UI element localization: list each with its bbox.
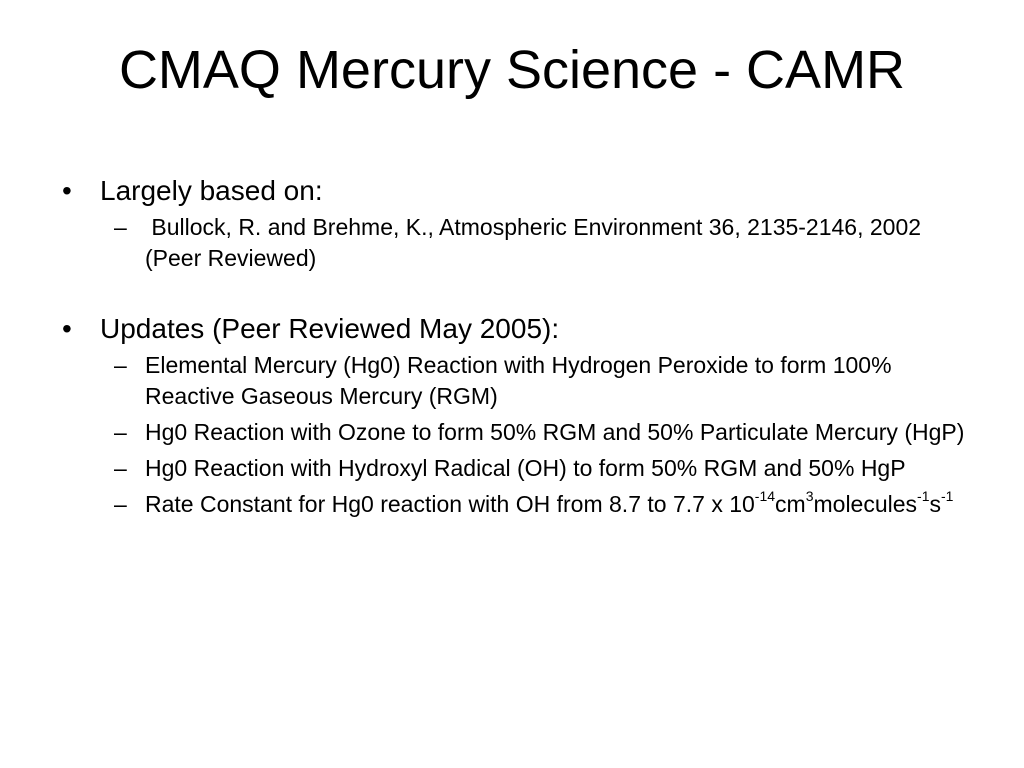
dash-icon: – bbox=[114, 491, 127, 517]
exponent-superscript: -1 bbox=[917, 488, 930, 505]
dash-icon: – bbox=[114, 214, 127, 240]
bullet-text: Largely based on: bbox=[100, 175, 323, 206]
bullet-item bbox=[62, 174, 972, 208]
bullet-group-largely-based-on bbox=[62, 174, 972, 274]
unit-text: s bbox=[929, 491, 941, 517]
exponent-superscript: 3 bbox=[805, 488, 814, 505]
dash-icon: – bbox=[114, 352, 127, 378]
sub-bullet-item bbox=[62, 489, 972, 520]
bullet-icon: • bbox=[62, 175, 72, 206]
bullet-icon: • bbox=[62, 313, 72, 344]
exponent-superscript: -1 bbox=[941, 488, 954, 505]
bullet-item bbox=[62, 312, 972, 346]
rate-lead-text: Rate Constant for Hg0 reaction with OH from 8.7 to 7.7 x 10 bbox=[145, 491, 755, 517]
slide-body bbox=[62, 174, 972, 525]
dash-icon: – bbox=[114, 419, 127, 445]
unit-text: molecules bbox=[813, 491, 918, 517]
sub-bullet-item bbox=[62, 350, 972, 412]
sub-bullet-text: Hg0 Reaction with Ozone to form 50% RGM and 50% Particulate Mercury (HgP) bbox=[145, 419, 965, 445]
sub-bullet-item bbox=[62, 212, 972, 274]
dash-icon: – bbox=[114, 455, 127, 481]
sub-bullet-text: Elemental Mercury (Hg0) Reaction with Hydrogen Peroxide to form 100% Reactive Gaseous Mercury (RGM) bbox=[145, 352, 892, 409]
bullet-group-updates bbox=[62, 312, 972, 520]
sub-bullet-text: Bullock, R. and Brehme, K., Atmospheric Environment 36, 2135-2146, 2002 (Peer Reviewed) bbox=[145, 214, 928, 271]
exponent-superscript: -14 bbox=[754, 488, 776, 505]
sub-bullet-list bbox=[62, 350, 972, 520]
rate-constant-text bbox=[145, 488, 954, 517]
slide-title: CMAQ Mercury Science - CAMR bbox=[118, 40, 906, 100]
sub-bullet-item bbox=[62, 417, 972, 448]
sub-bullet-item bbox=[62, 453, 972, 484]
bullet-text: Updates (Peer Reviewed May 2005): bbox=[100, 313, 560, 344]
unit-text: cm bbox=[775, 491, 806, 517]
sub-bullet-text: Hg0 Reaction with Hydroxyl Radical (OH) to form 50% RGM and 50% HgP bbox=[145, 455, 906, 481]
sub-bullet-list bbox=[62, 212, 972, 274]
